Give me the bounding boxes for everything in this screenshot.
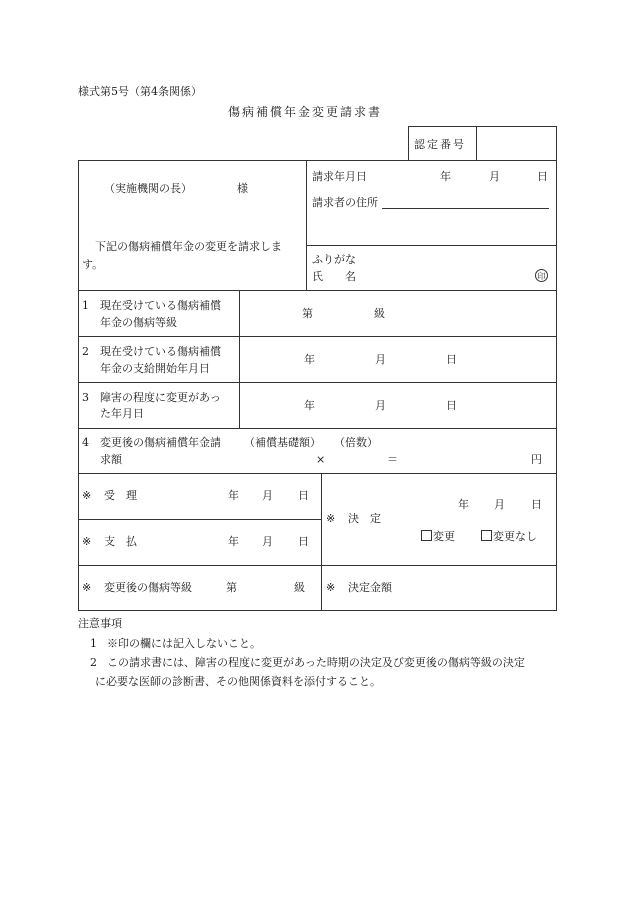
item2-day: 日 <box>446 353 457 366</box>
payment-mark: ※ <box>82 535 92 548</box>
request-text-line1: 下記の傷病補償年金の変更を請求しま <box>95 240 282 253</box>
decision-day: 日 <box>531 498 542 511</box>
item3-day: 日 <box>446 399 457 412</box>
addressee-institution: （実施機関の長） <box>104 182 192 195</box>
item1-num: 1 <box>82 299 89 312</box>
decision-option-change[interactable]: 変更 <box>421 530 455 542</box>
item4-mult-label: （倍数） <box>334 436 378 449</box>
note2-num: 2 <box>90 656 97 669</box>
address-field[interactable] <box>382 193 549 208</box>
request-date-field[interactable] <box>310 164 554 184</box>
note2-text-line1: この請求書には、障害の程度に変更があった時期の決定及び変更後の傷病等級の決定 <box>107 656 525 669</box>
payment-label: 支 払 <box>104 535 137 548</box>
new-grade-label: 変更後の傷病等級 <box>104 581 192 594</box>
item2-month: 月 <box>375 353 386 366</box>
item4-times: × <box>316 453 326 466</box>
decision-option-nochange[interactable]: 変更なし <box>481 530 537 542</box>
addressee-honorific: 様 <box>237 182 248 195</box>
name-field[interactable] <box>370 248 530 286</box>
decision-label: 決 定 <box>348 512 381 525</box>
decision-month: 月 <box>494 498 505 511</box>
decided-amount-mark: ※ <box>326 581 336 594</box>
note2-text-line2: に必要な医師の診断書、その他関係資料を添付すること。 <box>95 675 381 688</box>
item2-year: 年 <box>304 353 315 366</box>
receipt-label: 受 理 <box>104 489 137 502</box>
page-title: 傷病補償年金変更請求書 <box>228 105 383 119</box>
item4-yen: 円 <box>531 453 542 466</box>
item3-year: 年 <box>304 399 315 412</box>
item3-month: 月 <box>375 399 386 412</box>
item3-label-line1: 障害の程度に変更があっ <box>100 391 221 404</box>
request-text-line2: す。 <box>82 258 104 271</box>
notes-heading: 注意事項 <box>78 617 122 630</box>
receipt-year: 年 <box>228 489 239 502</box>
item3-label-line2: た年月日 <box>100 407 144 420</box>
decision-year: 年 <box>458 498 469 511</box>
item4-field[interactable] <box>240 429 556 472</box>
payment-year: 年 <box>228 535 239 548</box>
furigana-label: ふりがな <box>312 253 356 266</box>
name-label: 氏 名 <box>312 270 356 283</box>
item2-num: 2 <box>82 345 89 358</box>
item4-base-label: （補償基礎額） <box>244 436 321 449</box>
new-grade-dai: 第 <box>226 581 237 594</box>
item2-field[interactable] <box>240 337 556 381</box>
note1-num: 1 <box>90 637 97 650</box>
cert-number-field[interactable] <box>477 127 556 160</box>
item1-label-line1: 現在受けている傷病補償 <box>100 299 221 312</box>
receipt-day: 日 <box>298 489 309 502</box>
item3-num: 3 <box>82 391 89 404</box>
request-date-label: 請求年月日 <box>312 170 367 183</box>
checkbox-icon[interactable] <box>481 530 492 541</box>
item1-field[interactable] <box>240 291 556 335</box>
seal-mark: 印 <box>535 269 548 282</box>
address-line <box>382 208 549 209</box>
item2-label-line1: 現在受けている傷病補償 <box>100 345 221 358</box>
payment-day: 日 <box>298 535 309 548</box>
item1-label-line2: 年金の傷病等級 <box>100 316 177 329</box>
item4-label-line2: 求額 <box>100 453 122 466</box>
item4-label-line1: 変更後の傷病補償年金請 <box>100 436 221 449</box>
new-grade-kyu: 級 <box>294 581 305 594</box>
receipt-mark: ※ <box>82 489 92 502</box>
new-grade-mark: ※ <box>82 581 92 594</box>
item1-dai: 第 <box>302 307 313 320</box>
decided-amount-label: 決定金額 <box>348 581 392 594</box>
item2-label-line2: 年金の支給開始年月日 <box>100 362 210 375</box>
checkbox-icon[interactable] <box>421 530 432 541</box>
item1-kyu: 級 <box>374 307 385 320</box>
item4-equals: ＝ <box>387 453 398 466</box>
decision-mark: ※ <box>326 512 336 525</box>
request-date-month: 月 <box>489 170 500 183</box>
request-date-day: 日 <box>537 170 548 183</box>
payment-month: 月 <box>262 535 273 548</box>
item3-field[interactable] <box>240 383 556 427</box>
request-date-year: 年 <box>440 170 451 183</box>
note1-text: ※印の欄には記入しないこと。 <box>107 637 261 650</box>
item4-num: 4 <box>82 436 89 449</box>
cert-number-label: 認定番号 <box>414 138 466 151</box>
receipt-month: 月 <box>262 489 273 502</box>
address-label: 請求者の住所 <box>312 196 378 209</box>
form-id: 様式第5号（第4条関係） <box>78 85 202 98</box>
